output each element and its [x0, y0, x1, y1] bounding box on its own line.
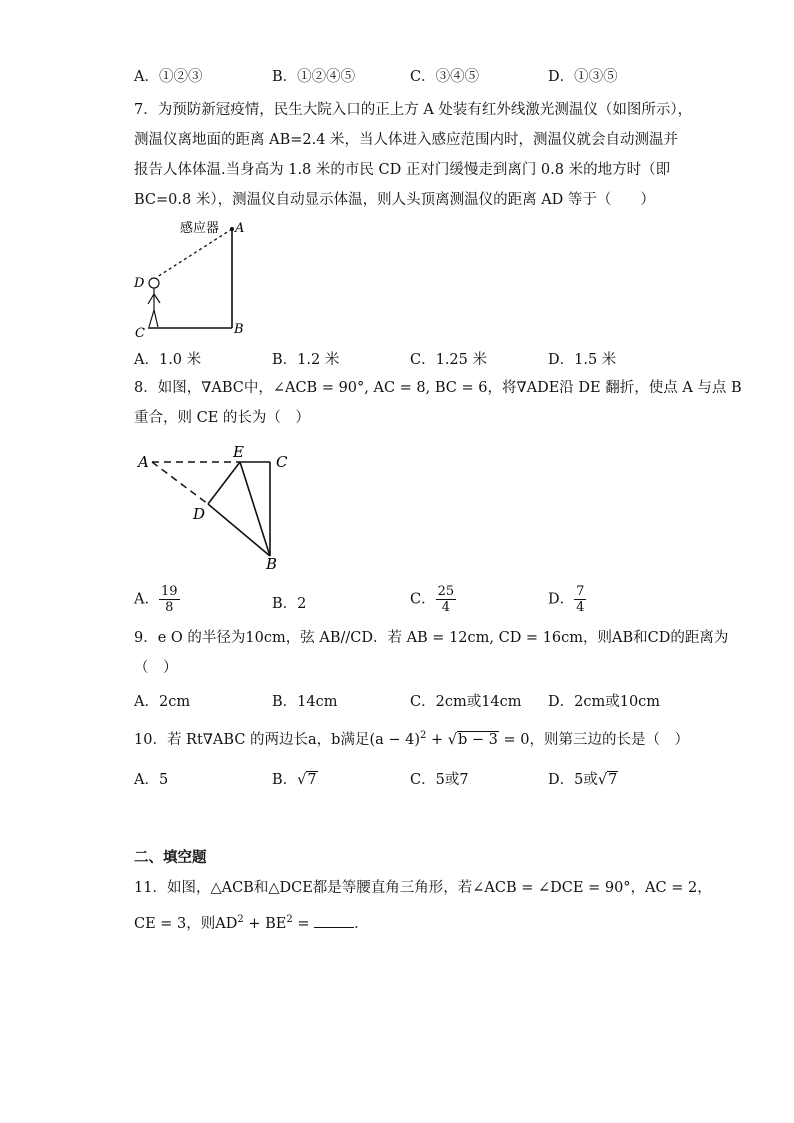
q7-label-a: A — [235, 221, 245, 236]
q8-options — [134, 584, 694, 620]
q8-option-c — [410, 584, 456, 615]
q8-option-b-value: 2 — [297, 596, 307, 612]
q6-option-c: C．③④⑤ — [410, 69, 480, 85]
q11-line-2 — [134, 910, 369, 934]
q8-option-a-label: A． — [134, 591, 159, 608]
q8-option-d — [548, 584, 586, 615]
q10-prefix: 10．若 Rt∇ABC 的两边长a，b满足(a − 4) — [134, 731, 421, 748]
q6-option-a: A．①②③ — [134, 69, 203, 85]
q7-option-c: C．1.25 米 — [410, 352, 487, 368]
q8-option-d-label: D． — [548, 591, 575, 608]
q8-label-a: A — [138, 453, 149, 471]
q6-options — [134, 65, 694, 87]
q7-person-head — [149, 278, 159, 288]
q11-answer-blank[interactable] — [314, 913, 354, 928]
q8-option-d-fraction — [574, 584, 586, 615]
q10-suffix: = 0，则第三边的长是（ ） — [498, 731, 689, 748]
q10-option-c: C．5或7 — [410, 772, 469, 788]
q9-line-1: 9．e O 的半径为10cm，弦 AB//CD．若 AB = 12cm, CD = 16cm，则AB和CD的距离为 — [134, 630, 729, 646]
q9-option-b: B．14cm — [272, 694, 338, 710]
q11-sup-2: 2 — [286, 914, 293, 925]
q7-line-1: 7．为预防新冠疫情，民生大院入口的正上方 A 处装有红外线激光测温仪（如图所示）， — [134, 102, 693, 118]
q7-label-d: D — [134, 276, 145, 291]
q7-line-4: BC=0.8 米），测温仪自动显示体温，则人头顶离测温仪的距离 AD 等于（ ） — [134, 192, 655, 208]
q8-option-b-label: B． — [272, 596, 298, 612]
q8-option-c-den: 4 — [441, 600, 451, 615]
q7-figure — [130, 215, 260, 340]
q10-sup: 2 — [420, 730, 427, 741]
q8-segment-eb — [240, 462, 270, 556]
q7-person — [148, 278, 160, 327]
q10-option-d-sqrt: 7 — [608, 772, 618, 788]
q9-option-c: C．2cm或14cm — [410, 694, 522, 710]
q8-line-2: 重合，则 CE 的长为（ ） — [134, 410, 310, 426]
q9-option-a: A．2cm — [134, 694, 191, 710]
q8-label-d: D — [193, 505, 206, 523]
q10-option-d-label: D．5或 — [548, 772, 598, 788]
q11-sup-1: 2 — [237, 914, 244, 925]
q8-figure — [130, 440, 310, 572]
q10-option-a: A．5 — [134, 772, 169, 788]
q8-label-b: B — [266, 555, 278, 572]
q8-option-b — [272, 592, 306, 613]
q10-option-b-label: B． — [272, 772, 298, 788]
q7-option-b: B．1.2 米 — [272, 352, 340, 368]
q8-option-d-den: 4 — [576, 600, 585, 615]
q10-option-d: D．5或√7 — [548, 772, 618, 788]
q8-option-a-num: 19 — [160, 584, 178, 599]
q9-line-2: （ ） — [134, 660, 178, 676]
q7-option-a: A．1.0 米 — [134, 352, 202, 368]
q9-option-d: D．2cm或10cm — [548, 694, 661, 710]
q8-option-c-num: 25 — [437, 584, 455, 599]
q8-option-a-den: 8 — [165, 600, 174, 615]
q8-segment-db — [208, 504, 270, 556]
q7-option-d: D．1.5 米 — [548, 352, 617, 368]
q10-option-b-sqrt: 7 — [307, 772, 317, 788]
q7-line-2: 测温仪离地面的距离 AB=2.4 米，当人体进入感应范围内时，测温仪就会自动测温并 — [134, 132, 679, 148]
q7-options — [134, 348, 694, 370]
q10-option-b: B．√7 — [272, 772, 317, 788]
q11-line2-prefix: CE = 3，则AD — [134, 915, 238, 932]
section-title-fill-in: 二、填空题 — [134, 850, 207, 866]
q7-segment-ad — [157, 229, 232, 277]
q8-option-c-fraction — [436, 584, 457, 615]
q6-option-d: D．①③⑤ — [548, 69, 618, 85]
q8-option-a-fraction — [159, 584, 180, 615]
q8-segment-ed — [208, 462, 240, 504]
q8-label-c: C — [276, 453, 288, 471]
q10-options — [134, 768, 694, 790]
q11-line2-mid: + BE — [243, 915, 287, 932]
q8-segment-ad — [152, 462, 208, 504]
q9-options — [134, 690, 694, 712]
q10-line-1: 10．若 Rt∇ABC 的两边长a，b满足$(a - 4)^2 + √b - 3 = 0$，则第三边的长是（ ） — [134, 730, 689, 748]
q8-option-d-num: 7 — [576, 584, 585, 599]
q6-option-b: B．①②④⑤ — [272, 69, 356, 85]
q11-line-1: 11．如图，△ACB和△DCE都是等腰直角三角形，若∠ACB = ∠DCE = 90°，AC = 2， — [134, 880, 712, 896]
q8-label-e: E — [233, 443, 244, 461]
q11-line2-eq: = — [292, 915, 315, 932]
q7-label-b: B — [234, 322, 244, 337]
q10-mid: + — [426, 731, 448, 748]
q7-sensor-label: 感应器 — [180, 221, 220, 236]
q7-line-3: 报告人体体温.当身高为 1.8 米的市民 CD 正对门缓慢走到离门 0.8 米的地方时（即 — [134, 162, 671, 178]
q8-line-1: 8．如图，∇ABC中，∠ACB = 90°, AC = 8, BC = 6，将∇ADE沿 DE 翻折，使点 A 与点 B — [134, 380, 742, 396]
q10-sqrt: b − 3 — [458, 731, 498, 748]
q7-label-c: C — [135, 326, 145, 340]
q8-option-c-label: C． — [410, 591, 436, 608]
q11-line2-end: ． — [354, 915, 369, 932]
q8-option-a — [134, 584, 180, 615]
